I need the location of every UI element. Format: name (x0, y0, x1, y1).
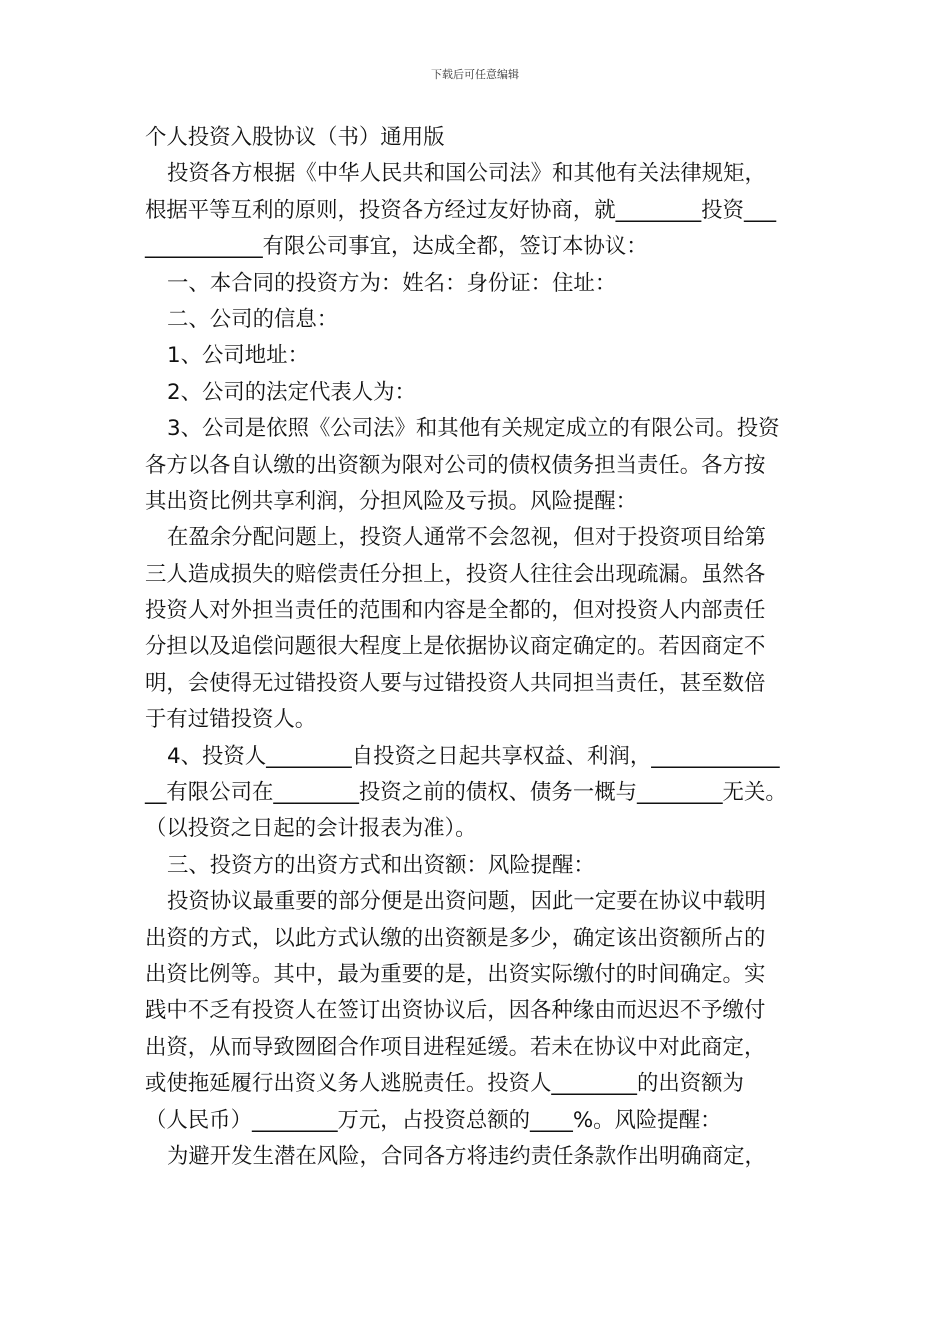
text-line: 在盈余分配问题上，投资人通常不会忽视，但对于投资项目给第 (167, 525, 766, 551)
page-header: 下载后可任意编辑 (431, 68, 519, 81)
text-line: 出资比例等。其中，最为重要的是，出资实际缴付的时间确定。实 (145, 961, 766, 987)
text-line: （以投资之日起的会计报表为准）。 (145, 816, 477, 842)
text-line: 或使拖延履行出资义务人逃脱责任。投资人________的出资额为 (145, 1071, 744, 1097)
text-line: 明，会使得无过错投资人要与过错投资人共同担当责任，甚至数倍 (145, 670, 766, 696)
text-line: 各方以各自认缴的出资额为限对公司的债权债务担当责任。各方按 (145, 452, 766, 478)
text-line: 出资的方式，以此方式认缴的出资额是多少，确定该出资额所占的 (145, 925, 766, 951)
text-line: __有限公司在________投资之前的债权、债务一概与________无关。 (145, 780, 787, 806)
text-line: （人民币）________万元，占投资总额的____%。风险提醒： (145, 1107, 722, 1133)
document-title: 个人投资入股协议（书）通用版 (145, 125, 445, 150)
text-line: 投资人对外担当责任的范围和内容是全都的，但对投资人内部责任 (145, 598, 766, 624)
text-line: 3、公司是依照《公司法》和其他有关规定成立的有限公司。投资 (167, 416, 780, 442)
text-line: 投资各方根据《中华人民共和国公司法》和其他有关法律规矩， (167, 161, 766, 187)
text-line: 二、公司的信息： (167, 306, 339, 332)
text-line: 其出资比例共享利润，分担风险及亏损。风险提醒： (145, 488, 637, 514)
text-line: 践中不乏有投资人在签订出资协议后，因各种缘由而迟迟不予缴付 (145, 998, 766, 1024)
text-line: 三人造成损失的赔偿责任分担上，投资人往往会出现疏漏。虽然各 (145, 561, 766, 587)
text-line: 于有过错投资人。 (145, 707, 317, 733)
text-line: 为避开发生潜在风险，合同各方将违约责任条款作出明确商定， (167, 1143, 766, 1169)
document-body (145, 120, 817, 1175)
paragraph-lines (145, 156, 817, 1175)
text-line: 1、公司地址： (167, 343, 309, 369)
text-line: 出资，从而导致囫囵合作项目进程延缓。若未在协议中对此商定， (145, 1034, 766, 1060)
text-line: 投资协议最重要的部分便是出资问题，因此一定要在协议中载明 (167, 889, 766, 915)
text-line: 一、本合同的投资方为：姓名：身份证：住址： (167, 270, 617, 296)
text-line: ___________有限公司事宜，达成全都，签订本协议： (145, 234, 648, 260)
text-line: 三、投资方的出资方式和出资额：风险提醒： (167, 852, 595, 878)
text-line: 2、公司的法定代表人为： (167, 379, 416, 405)
text-line: 4、投资人________自投资之日起共享权益、利润，____________ (167, 743, 780, 769)
text-line: 根据平等互利的原则，投资各方经过友好协商，就________投资___ (145, 197, 777, 223)
text-line: 分担以及追偿问题很大程度上是依据协议商定确定的。若因商定不 (145, 634, 766, 660)
